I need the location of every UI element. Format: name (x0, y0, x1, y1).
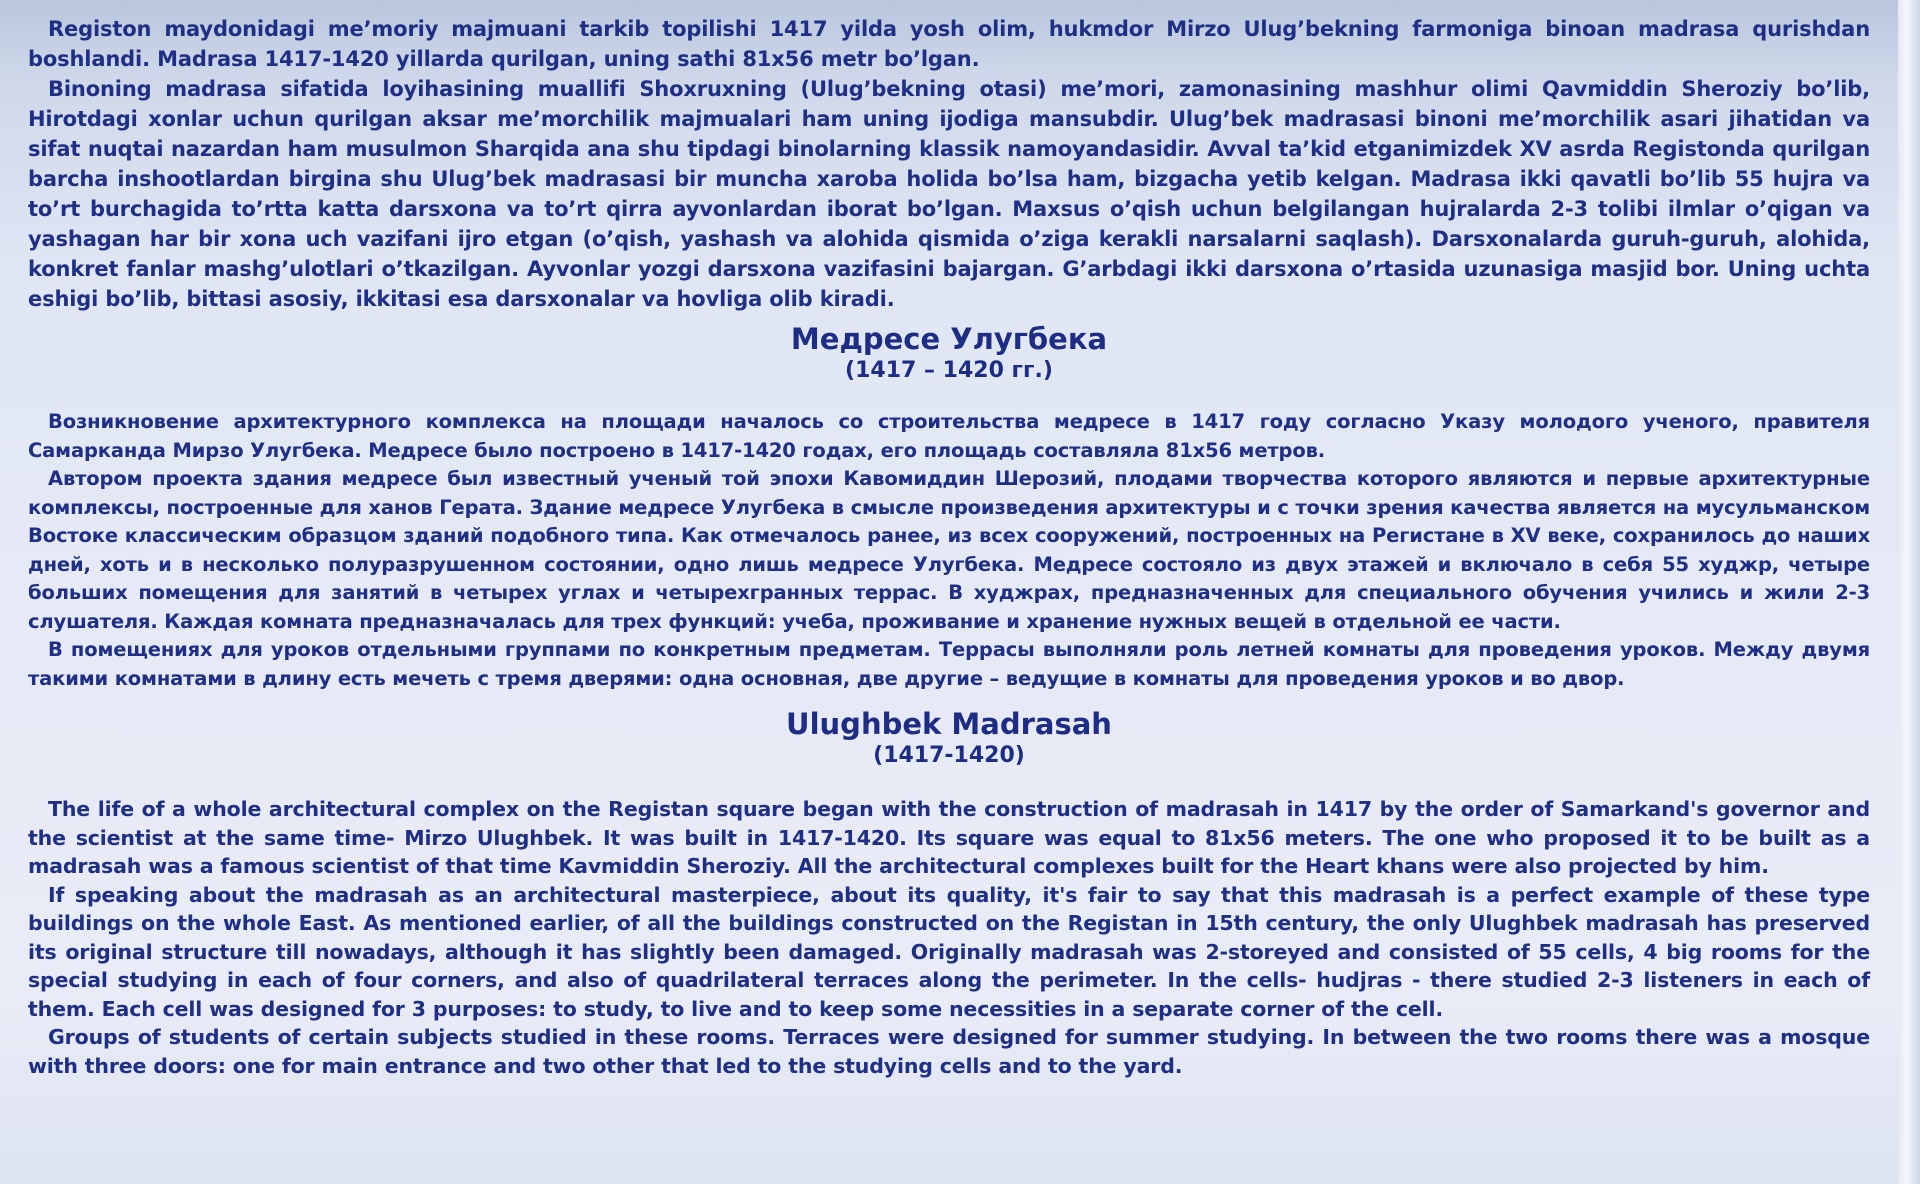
russian-paragraph-3: В помещениях для уроков отдельными группами по конкретным предметам. Террасы выполняли роль летней комнаты для проведения уроков. Между двумя такими комнатами в длину есть мечеть с тремя дверями: одна основная, две другие – ведущие в комнаты для проведения уроков и во двор. (28, 638, 1870, 690)
information-board (28, 14, 1870, 1080)
english-title: Ulughbek Madrasah (786, 707, 1112, 741)
russian-paragraph-2: Автором проекта здания медресе был известный ученый той эпохи Кавомиддин Шерозий, плодами творчества которого являются и первые архитектурные комплексы, построенные для ханов Герата. Здание медресе Улугбека в смысле произведения архитектуры и с точки зрения качества является на мусульманском Востоке классическим образцом зданий подобного типа. Как отмечалось ранее, из всех сооружений, построенных на Регистане в XV веке, сохранилось до наших дней, хоть и в несколько полуразрушенном состоянии, одно лишь медресе Улугбека. Медресе состояло из двух этажей и включало в себя 55 худжр, четыре больших помещения для занятий в четырех углах и четырехгранных террас. В худжрах, предназначенных для специального обучения учились и жили 2-3 слушателя. Каждая комната предназначалась для трех функций: учеба, проживание и хранение нужных вещей в отдельной ее части. (28, 467, 1870, 633)
english-paragraph-2: If speaking about the madrasah as an architectural masterpiece, about its quality, it's fair to say that this madrasah is a perfect example of these type buildings on the whole East. As mentioned earlier, of all the buildings constructed on the Registan in 15th century, the only Ulughbek madrasah has preserved its original structure till nowadays, although it has slightly been damaged. Originally madrasah was 2-storeyed and consisted of 55 cells, 4 big rooms for the special studying in each of four corners, and also of quadrilateral terraces along the perimeter. In the cells- hudjras - there studied 2-3 listeners in each of them. Each cell was designed for 3 purposes: to study, to live and to keep some necessities in a separate corner of the cell. (28, 882, 1870, 1021)
english-title-block (28, 707, 1870, 771)
english-paragraph-1: The life of a whole architectural complex on the Registan square began with the construction of madrasah in 1417 by the order of Samarkand's governor and the scientist at the same time- Mirzo Ulughbek. It was built in 1417-1420. Its square was equal to 81x56 meters. The one who proposed it to be built as a madrasah was a famous scientist of that time Kavmiddin Sheroziy. All the architectural complexes built for the Heart khans were also projected by him. (28, 797, 1870, 878)
uzbek-paragraph-1: Registon maydonidagi me’moriy majmuani tarkib topilishi 1417 yilda yosh olim, hukmdor Mirzo Ulug’bekning farmoniga binoan madrasa qurishdan boshlandi. Madrasa 1417-1420 yillarda qurilgan, uning sathi 81x56 metr bo’lgan. (28, 17, 1870, 71)
board-edge (1898, 0, 1920, 1184)
russian-title-block (28, 322, 1870, 386)
russian-title: Медресе Улугбека (790, 322, 1108, 356)
russian-dates: (1417 – 1420 гг.) (845, 358, 1053, 383)
english-dates: (1417-1420) (873, 743, 1025, 768)
russian-text-section (28, 408, 1870, 693)
uzbek-paragraph-2: Binoning madrasa sifatida loyihasining muallifi Shoxruxning (Ulug’bekning otasi) me’mori, zamonasining mashhur olimi Qavmiddin Sheroziy bo’lib, Hirotdagi xonlar uchun qurilgan aksar me’morchilik majmualari ham uning ijodiga mansubdir. Ulug’bek madrasasi binoni me’morchilik asari jihatidan va sifat nuqtai nazardan ham musulmon Sharqida ana shu tipdagi binolarning klassik namoyandasidir. Avval ta’kid etganimizdek XV asrda Registonda qurilgan barcha inshootlardan birgina shu Ulug’bek madrasasi bir muncha xaroba holida bo’lsa ham, bizgacha yetib kelgan. Madrasa ikki qavatli bo’lib 55 hujra va to’rt burchagida to’rtta katta darsxona va to’rt qirra ayvonlardan iborat bo’lgan. Maxsus o’qish uchun belgilangan hujralarda 2-3 tolibi ilmlar o’qigan va yashagan har bir xona uch vazifani ijro etgan (o’qish, yashash va alohida qismida o’ziga kerakli narsalarni saqlash). Darsxonalarda guruh-guruh, alohida, konkret fanlar mashg’ulotlari o’tkazilgan. Ayvonlar yozgi darsxona vazifasini bajargan. G’arbdagi ikki darsxona o’rtasida uzunasiga masjid bor. Uning uchta eshigi bo’lib, bittasi asosiy, ikkitasi esa darsxonalar va hovliga olib kiradi. (28, 77, 1870, 311)
english-paragraph-3: Groups of students of certain subjects studied in these rooms. Terraces were designed for summer studying. In between the two rooms there was a mosque with three doors: one for main entrance and two other that led to the studying cells and to the yard. (28, 1025, 1870, 1078)
uzbek-text-section (28, 14, 1870, 314)
russian-paragraph-1: Возникновение архитектурного комплекса на площади началось со строительства медресе в 1417 году согласно Указу молодого ученого, правителя Самарканда Мирзо Улугбека. Медресе было построено в 1417-1420 годах, его площадь составляла 81x56 метров. (28, 410, 1870, 462)
english-text-section (28, 795, 1870, 1080)
